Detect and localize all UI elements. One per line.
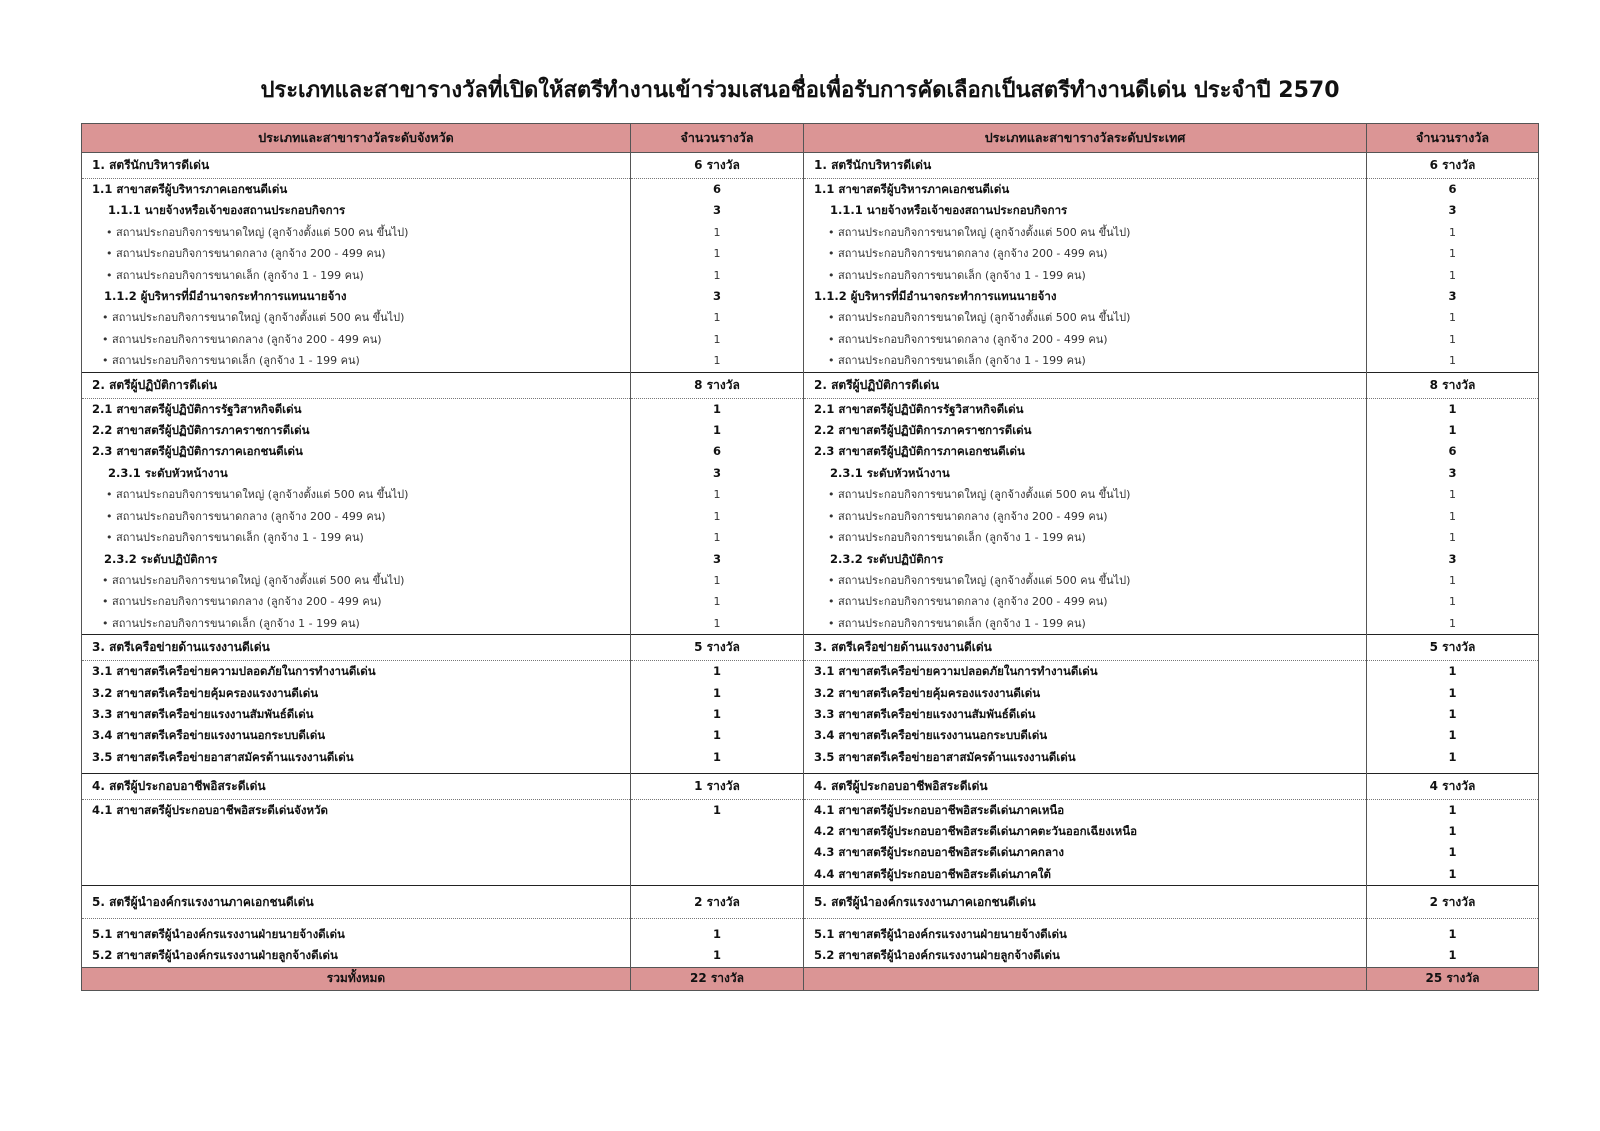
row-label: • สถานประกอบกิจการขนาดใหญ่ (ลูกจ้างตั้งแต่ 500 คน ขึ้นไป) bbox=[82, 484, 631, 505]
row-count: 1 bbox=[1367, 661, 1539, 683]
category-row bbox=[82, 372, 1539, 398]
row-count: 1 bbox=[1367, 329, 1539, 350]
row-count: 1 bbox=[1367, 265, 1539, 286]
row-label: 1.1.1 นายจ้างหรือเจ้าของสถานประกอบกิจการ bbox=[82, 200, 631, 221]
row-count: 1 bbox=[631, 506, 804, 527]
row-label: • สถานประกอบกิจการขนาดกลาง (ลูกจ้าง 200 - 499 คน) bbox=[804, 243, 1367, 264]
row-count: 1 bbox=[631, 704, 804, 725]
row-label: 3.4 สาขาสตรีเครือข่ายแรงงานนอกระบบดีเด่น bbox=[804, 725, 1367, 746]
row-label: • สถานประกอบกิจการขนาดเล็ก (ลูกจ้าง 1 - 199 คน) bbox=[82, 265, 631, 286]
row-label: 5.1 สาขาสตรีผู้นำองค์กรแรงงานฝ่ายนายจ้างดีเด่น bbox=[804, 924, 1367, 945]
row-count: 3 bbox=[631, 200, 804, 221]
row-label: 4.2 สาขาสตรีผู้ประกอบอาชีพอิสระดีเด่นภาคตะวันออกเฉียงเหนือ bbox=[804, 821, 1367, 842]
row-label: • สถานประกอบกิจการขนาดเล็ก (ลูกจ้าง 1 - 199 คน) bbox=[82, 613, 631, 635]
table-row bbox=[82, 286, 1539, 307]
row-label: 1.1 สาขาสตรีผู้บริหารภาคเอกชนดีเด่น bbox=[804, 179, 1367, 201]
row-count: 6 bbox=[1367, 179, 1539, 201]
row-label: 2.3.1 ระดับหัวหน้างาน bbox=[82, 463, 631, 484]
row-count: 3 bbox=[1367, 286, 1539, 307]
row-label: • สถานประกอบกิจการขนาดเล็ก (ลูกจ้าง 1 - 199 คน) bbox=[804, 350, 1367, 372]
row-count: 1 bbox=[1367, 484, 1539, 505]
category-count: 5 รางวัล bbox=[1367, 635, 1539, 661]
row-label: 2.1 สาขาสตรีผู้ปฏิบัติการรัฐวิสาหกิจดีเด่น bbox=[804, 398, 1367, 420]
category-count: 6 รางวัล bbox=[631, 153, 804, 179]
category-count: 5 รางวัล bbox=[631, 635, 804, 661]
row-count: 1 bbox=[631, 265, 804, 286]
category-count: 2 รางวัล bbox=[631, 886, 804, 919]
row-label: 4.1 สาขาสตรีผู้ประกอบอาชีพอิสระดีเด่นภาคเหนือ bbox=[804, 799, 1367, 821]
row-label: • สถานประกอบกิจการขนาดใหญ่ (ลูกจ้างตั้งแต่ 500 คน ขึ้นไป) bbox=[804, 307, 1367, 328]
table-row bbox=[82, 398, 1539, 420]
row-label: • สถานประกอบกิจการขนาดเล็ก (ลูกจ้าง 1 - 199 คน) bbox=[804, 613, 1367, 635]
category-label: 5. สตรีผู้นำองค์กรแรงงานภาคเอกชนดีเด่น bbox=[804, 886, 1367, 919]
row-count: 1 bbox=[631, 570, 804, 591]
table-row bbox=[82, 506, 1539, 527]
row-count: 6 bbox=[631, 441, 804, 462]
row-label: 2.3 สาขาสตรีผู้ปฏิบัติการภาคเอกชนดีเด่น bbox=[804, 441, 1367, 462]
category-label: 2. สตรีผู้ปฏิบัติการดีเด่น bbox=[82, 372, 631, 398]
row-label: 3.3 สาขาสตรีเครือข่ายแรงงานสัมพันธ์ดีเด่น bbox=[82, 704, 631, 725]
row-count: 1 bbox=[631, 329, 804, 350]
table-row bbox=[82, 661, 1539, 683]
row-count: 1 bbox=[1367, 350, 1539, 372]
row-label: • สถานประกอบกิจการขนาดกลาง (ลูกจ้าง 200 - 499 คน) bbox=[82, 243, 631, 264]
header-national: ประเภทและสาขารางวัลระดับประเทศ bbox=[804, 124, 1367, 153]
table-row bbox=[82, 179, 1539, 201]
row-count: 1 bbox=[1367, 506, 1539, 527]
row-label: 3.5 สาขาสตรีเครือข่ายอาสาสมัครด้านแรงงานดีเด่น bbox=[804, 747, 1367, 768]
category-label: 3. สตรีเครือข่ายด้านแรงงานดีเด่น bbox=[82, 635, 631, 661]
row-count: 1 bbox=[1367, 842, 1539, 863]
category-label: 3. สตรีเครือข่ายด้านแรงงานดีเด่น bbox=[804, 635, 1367, 661]
row-label: • สถานประกอบกิจการขนาดใหญ่ (ลูกจ้างตั้งแต่ 500 คน ขึ้นไป) bbox=[82, 307, 631, 328]
row-count: 1 bbox=[631, 945, 804, 967]
category-label: 4. สตรีผู้ประกอบอาชีพอิสระดีเด่น bbox=[804, 773, 1367, 799]
table-row bbox=[82, 864, 1539, 886]
category-row bbox=[82, 635, 1539, 661]
row-label: 4.1 สาขาสตรีผู้ประกอบอาชีพอิสระดีเด่นจังหวัด bbox=[82, 799, 631, 821]
table-row bbox=[82, 747, 1539, 768]
table-row bbox=[82, 222, 1539, 243]
table-row bbox=[82, 463, 1539, 484]
row-count: 1 bbox=[631, 222, 804, 243]
row-label: • สถานประกอบกิจการขนาดเล็ก (ลูกจ้าง 1 - 199 คน) bbox=[82, 350, 631, 372]
row-label: • สถานประกอบกิจการขนาดใหญ่ (ลูกจ้างตั้งแต่ 500 คน ขึ้นไป) bbox=[804, 484, 1367, 505]
row-count: 3 bbox=[631, 463, 804, 484]
category-row bbox=[82, 886, 1539, 919]
table-row bbox=[82, 945, 1539, 967]
row-count: 1 bbox=[1367, 924, 1539, 945]
table-row bbox=[82, 821, 1539, 842]
row-label: • สถานประกอบกิจการขนาดใหญ่ (ลูกจ้างตั้งแต่ 500 คน ขึ้นไป) bbox=[82, 570, 631, 591]
row-count: 3 bbox=[1367, 200, 1539, 221]
row-label: 2.3.2 ระดับปฏิบัติการ bbox=[82, 549, 631, 570]
row-count: 1 bbox=[631, 420, 804, 441]
page-title: ประเภทและสาขารางวัลที่เปิดให้สตรีทำงานเข้าร่วมเสนอชื่อเพื่อรับการคัดเลือกเป็นสตรีทำงานดีเด่น ประจำปี 2570 bbox=[260, 78, 1340, 103]
category-count: 1 รางวัล bbox=[631, 773, 804, 799]
row-count: 1 bbox=[1367, 725, 1539, 746]
row-count: 1 bbox=[1367, 222, 1539, 243]
row-label: 4.4 สาขาสตรีผู้ประกอบอาชีพอิสระดีเด่นภาคใต้ bbox=[804, 864, 1367, 886]
total-provincial: 22 รางวัล bbox=[631, 967, 804, 990]
row-count: 1 bbox=[1367, 683, 1539, 704]
row-count: 1 bbox=[631, 484, 804, 505]
table-row bbox=[82, 842, 1539, 863]
header-count-national: จำนวนรางวัล bbox=[1367, 124, 1539, 153]
row-label: 3.4 สาขาสตรีเครือข่ายแรงงานนอกระบบดีเด่น bbox=[82, 725, 631, 746]
row-count: 1 bbox=[631, 747, 804, 768]
row-count: 1 bbox=[631, 350, 804, 372]
header-count-provincial: จำนวนรางวัล bbox=[631, 124, 804, 153]
row-label: 2.3.1 ระดับหัวหน้างาน bbox=[804, 463, 1367, 484]
category-row bbox=[82, 773, 1539, 799]
category-count: 8 รางวัล bbox=[1367, 372, 1539, 398]
table-row bbox=[82, 420, 1539, 441]
row-label: • สถานประกอบกิจการขนาดเล็ก (ลูกจ้าง 1 - 199 คน) bbox=[804, 527, 1367, 548]
row-count: 1 bbox=[1367, 613, 1539, 635]
row-label: 5.1 สาขาสตรีผู้นำองค์กรแรงงานฝ่ายนายจ้างดีเด่น bbox=[82, 924, 631, 945]
row-count: 1 bbox=[1367, 591, 1539, 612]
table-row bbox=[82, 307, 1539, 328]
category-count: 4 รางวัล bbox=[1367, 773, 1539, 799]
category-label: 5. สตรีผู้นำองค์กรแรงงานภาคเอกชนดีเด่น bbox=[82, 886, 631, 919]
row-count: 1 bbox=[631, 924, 804, 945]
total-label: รวมทั้งหมด bbox=[82, 967, 631, 990]
awards-table bbox=[81, 123, 1539, 991]
row-count: 1 bbox=[1367, 398, 1539, 420]
table-row bbox=[82, 613, 1539, 635]
table-row bbox=[82, 243, 1539, 264]
row-label: • สถานประกอบกิจการขนาดใหญ่ (ลูกจ้างตั้งแต่ 500 คน ขึ้นไป) bbox=[804, 222, 1367, 243]
row-label: 1.1.2 ผู้บริหารที่มีอำนาจกระทำการแทนนายจ้าง bbox=[804, 286, 1367, 307]
row-label: • สถานประกอบกิจการขนาดกลาง (ลูกจ้าง 200 - 499 คน) bbox=[82, 329, 631, 350]
row-label: 3.1 สาขาสตรีเครือข่ายความปลอดภัยในการทำงานดีเด่น bbox=[82, 661, 631, 683]
row-count: 1 bbox=[631, 591, 804, 612]
table-row bbox=[82, 549, 1539, 570]
row-label: • สถานประกอบกิจการขนาดกลาง (ลูกจ้าง 200 - 499 คน) bbox=[804, 506, 1367, 527]
row-count: 6 bbox=[1367, 441, 1539, 462]
row-count: 3 bbox=[631, 286, 804, 307]
row-label: • สถานประกอบกิจการขนาดกลาง (ลูกจ้าง 200 - 499 คน) bbox=[82, 506, 631, 527]
row-label: 2.3 สาขาสตรีผู้ปฏิบัติการภาคเอกชนดีเด่น bbox=[82, 441, 631, 462]
total-row bbox=[82, 967, 1539, 990]
row-count: 1 bbox=[1367, 243, 1539, 264]
row-count: 1 bbox=[631, 243, 804, 264]
row-label: 3.2 สาขาสตรีเครือข่ายคุ้มครองแรงงานดีเด่น bbox=[804, 683, 1367, 704]
row-label: 2.2 สาขาสตรีผู้ปฏิบัติการภาคราชการดีเด่น bbox=[804, 420, 1367, 441]
table-row bbox=[82, 527, 1539, 548]
row-label: 5.2 สาขาสตรีผู้นำองค์กรแรงงานฝ่ายลูกจ้างดีเด่น bbox=[804, 945, 1367, 967]
header-provincial: ประเภทและสาขารางวัลระดับจังหวัด bbox=[82, 124, 631, 153]
row-label: • สถานประกอบกิจการขนาดเล็ก (ลูกจ้าง 1 - 199 คน) bbox=[82, 527, 631, 548]
category-count: 8 รางวัล bbox=[631, 372, 804, 398]
row-label: 4.3 สาขาสตรีผู้ประกอบอาชีพอิสระดีเด่นภาคกลาง bbox=[804, 842, 1367, 863]
row-label: 5.2 สาขาสตรีผู้นำองค์กรแรงงานฝ่ายลูกจ้างดีเด่น bbox=[82, 945, 631, 967]
row-count: 1 bbox=[631, 613, 804, 635]
row-label: 2.3.2 ระดับปฏิบัติการ bbox=[804, 549, 1367, 570]
row-count: 1 bbox=[1367, 945, 1539, 967]
category-label: 4. สตรีผู้ประกอบอาชีพอิสระดีเด่น bbox=[82, 773, 631, 799]
row-count: 1 bbox=[1367, 527, 1539, 548]
table-row bbox=[82, 484, 1539, 505]
row-count: 1 bbox=[631, 799, 804, 821]
row-label: • สถานประกอบกิจการขนาดกลาง (ลูกจ้าง 200 - 499 คน) bbox=[804, 329, 1367, 350]
row-count: 1 bbox=[1367, 570, 1539, 591]
row-label: 2.1 สาขาสตรีผู้ปฏิบัติการรัฐวิสาหกิจดีเด่น bbox=[82, 398, 631, 420]
row-count: 1 bbox=[1367, 821, 1539, 842]
category-label: 2. สตรีผู้ปฏิบัติการดีเด่น bbox=[804, 372, 1367, 398]
category-label: 1. สตรีนักบริหารดีเด่น bbox=[804, 153, 1367, 179]
row-count: 1 bbox=[631, 307, 804, 328]
table-row bbox=[82, 265, 1539, 286]
row-count: 6 bbox=[631, 179, 804, 201]
row-label: 1.1.2 ผู้บริหารที่มีอำนาจกระทำการแทนนายจ้าง bbox=[82, 286, 631, 307]
row-count: 1 bbox=[1367, 704, 1539, 725]
table-row bbox=[82, 441, 1539, 462]
row-label: • สถานประกอบกิจการขนาดกลาง (ลูกจ้าง 200 - 499 คน) bbox=[82, 591, 631, 612]
row-label: 3.1 สาขาสตรีเครือข่ายความปลอดภัยในการทำงานดีเด่น bbox=[804, 661, 1367, 683]
row-count: 1 bbox=[631, 683, 804, 704]
row-count: 3 bbox=[631, 549, 804, 570]
row-count: 1 bbox=[1367, 420, 1539, 441]
row-count: 3 bbox=[1367, 463, 1539, 484]
table-row bbox=[82, 329, 1539, 350]
row-count: 1 bbox=[1367, 799, 1539, 821]
category-count: 2 รางวัล bbox=[1367, 886, 1539, 919]
row-count: 1 bbox=[631, 398, 804, 420]
row-count: 1 bbox=[1367, 307, 1539, 328]
row-count: 1 bbox=[1367, 747, 1539, 768]
row-label: 3.2 สาขาสตรีเครือข่ายคุ้มครองแรงงานดีเด่น bbox=[82, 683, 631, 704]
row-count: 3 bbox=[1367, 549, 1539, 570]
table-row bbox=[82, 704, 1539, 725]
row-label: 3.5 สาขาสตรีเครือข่ายอาสาสมัครด้านแรงงานดีเด่น bbox=[82, 747, 631, 768]
table-row bbox=[82, 200, 1539, 221]
table-header-row bbox=[82, 124, 1539, 153]
row-label: • สถานประกอบกิจการขนาดกลาง (ลูกจ้าง 200 - 499 คน) bbox=[804, 591, 1367, 612]
row-label: 2.2 สาขาสตรีผู้ปฏิบัติการภาคราชการดีเด่น bbox=[82, 420, 631, 441]
table-row bbox=[82, 683, 1539, 704]
table-row bbox=[82, 350, 1539, 372]
category-row bbox=[82, 153, 1539, 179]
row-count: 1 bbox=[1367, 864, 1539, 886]
table-row bbox=[82, 799, 1539, 821]
row-label: 1.1.1 นายจ้างหรือเจ้าของสถานประกอบกิจการ bbox=[804, 200, 1367, 221]
table-row bbox=[82, 570, 1539, 591]
row-label: 3.3 สาขาสตรีเครือข่ายแรงงานสัมพันธ์ดีเด่น bbox=[804, 704, 1367, 725]
total-national-label-cell bbox=[804, 967, 1367, 990]
row-count: 1 bbox=[631, 661, 804, 683]
row-count: 1 bbox=[631, 725, 804, 746]
table-row bbox=[82, 924, 1539, 945]
total-national: 25 รางวัล bbox=[1367, 967, 1539, 990]
category-count: 6 รางวัล bbox=[1367, 153, 1539, 179]
category-label: 1. สตรีนักบริหารดีเด่น bbox=[82, 153, 631, 179]
row-label: • สถานประกอบกิจการขนาดเล็ก (ลูกจ้าง 1 - 199 คน) bbox=[804, 265, 1367, 286]
row-label: 1.1 สาขาสตรีผู้บริหารภาคเอกชนดีเด่น bbox=[82, 179, 631, 201]
row-label: • สถานประกอบกิจการขนาดใหญ่ (ลูกจ้างตั้งแต่ 500 คน ขึ้นไป) bbox=[82, 222, 631, 243]
row-label: • สถานประกอบกิจการขนาดใหญ่ (ลูกจ้างตั้งแต่ 500 คน ขึ้นไป) bbox=[804, 570, 1367, 591]
row-count: 1 bbox=[631, 527, 804, 548]
table-row bbox=[82, 591, 1539, 612]
table-row bbox=[82, 725, 1539, 746]
